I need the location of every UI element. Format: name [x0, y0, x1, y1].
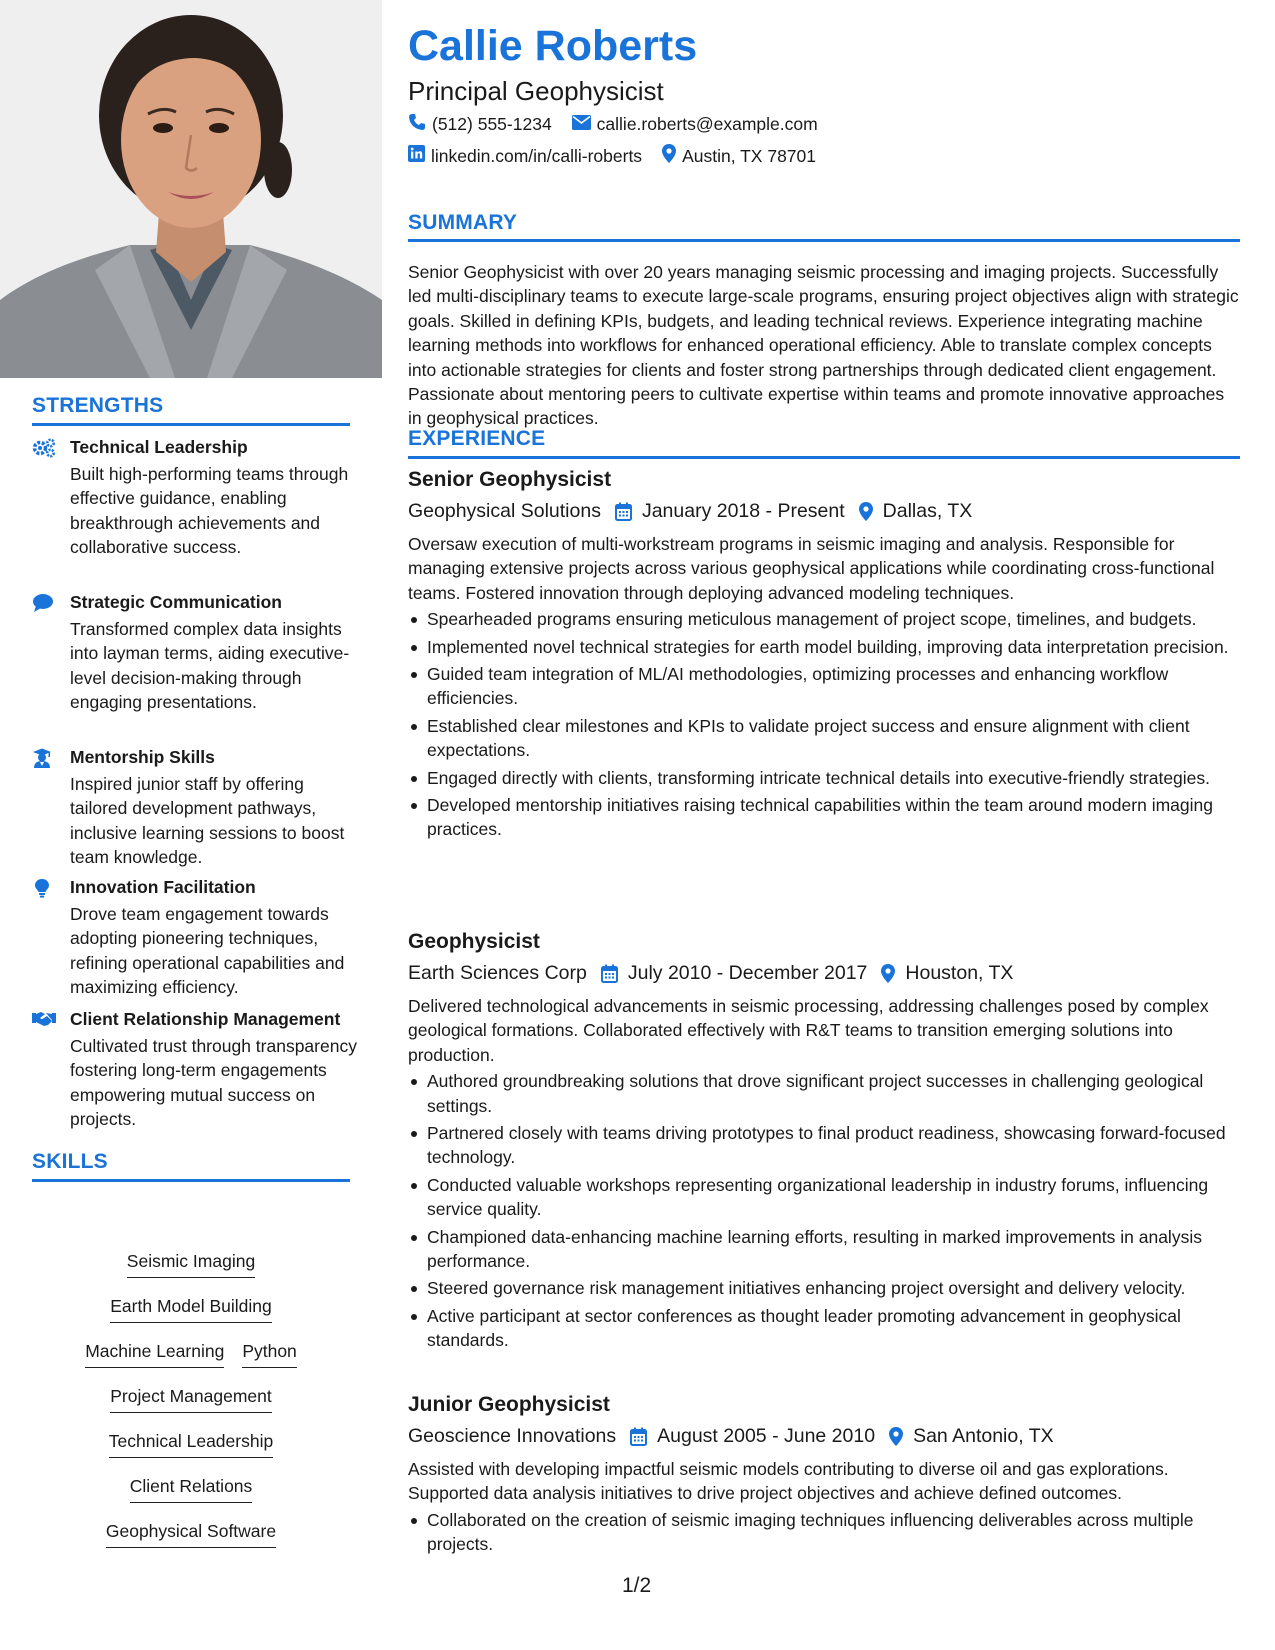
company-name: Earth Sciences Corp: [408, 962, 587, 984]
chat-bubble-icon: [32, 593, 56, 615]
strengths-heading: STRENGTHS: [32, 394, 164, 417]
job-meta: [408, 496, 1240, 526]
job-bullet: Championed data-enhancing machine learning efforts, resulting in marked improvements in analysis performance.: [408, 1225, 1240, 1274]
job-dates: August 2005 - June 2010: [657, 1425, 876, 1447]
job-bullet: Established clear milestones and KPIs to validate project success and ensure alignment with client expectations.: [408, 714, 1240, 763]
email-icon: [572, 114, 591, 135]
skills-heading: SKILLS: [32, 1150, 108, 1173]
skill-tag: Project Management: [110, 1385, 271, 1413]
page-number: 1/2: [622, 1574, 652, 1597]
candidate-title: Principal Geophysicist: [408, 76, 664, 106]
strength-name: Innovation Facilitation: [70, 877, 256, 897]
skill-tag: Earth Model Building: [110, 1295, 271, 1323]
job-bullets: [408, 1069, 1240, 1352]
job-title: Junior Geophysicist: [408, 1393, 610, 1416]
job-bullet: Collaborated on the creation of seismic imaging techniques influencing deliverables across multiple projects.: [408, 1508, 1240, 1557]
job-bullet: Implemented novel technical strategies for earth model building, improving data interpretation precision.: [408, 635, 1240, 659]
job-bullet: Engaged directly with clients, transforming intricate technical details into executive-friendly strategies.: [408, 766, 1240, 790]
phone-number[interactable]: (512) 555-1234: [432, 114, 552, 134]
company-name: Geophysical Solutions: [408, 500, 601, 522]
experience-heading: EXPERIENCE: [408, 427, 546, 450]
strength-description: Cultivated trust through transparency fostering long-term engagements empowering mutual success on projects.: [70, 1036, 357, 1129]
graduate-icon: [32, 748, 56, 770]
skill-tag: Geophysical Software: [106, 1520, 276, 1548]
strength-name: Client Relationship Management: [70, 1009, 341, 1029]
skill-tag: Machine Learning: [85, 1340, 224, 1368]
job-bullet: Authored groundbreaking solutions that drove significant project successes in challenging geological settings.: [408, 1069, 1240, 1118]
job-title: Geophysicist: [408, 930, 540, 953]
job-entry: [408, 466, 1240, 845]
contact-row: [408, 113, 818, 136]
job-meta: [408, 1421, 1240, 1451]
location-pin-icon: [881, 964, 895, 983]
strength-description: Built high-performing teams through effective guidance, enabling breakthrough achievements and collaborative success.: [70, 464, 349, 557]
summary-heading: SUMMARY: [408, 211, 518, 234]
job-location: Houston, TX: [905, 962, 1014, 984]
lightbulb-icon: [32, 878, 56, 900]
job-dates: July 2010 - December 2017: [627, 962, 868, 984]
summary-text: Senior Geophysicist with over 20 years managing seismic processing and imaging projects. Successfully led multi-disciplinary teams to execute large-scale programs, ensuring project objectives align with strategic goals. Skilled in defining KPIs, budgets, and leading technical reviews. Experience integrating machine learning methods into workflows for enhanced operational efficiency. Able to translate complex concepts into actionable strategies for clients and foster strong partnerships through dedicated client engagement. Passionate about mentoring peers to cultivate expertise within teams and promote innovative approaches in geophysical practices.: [408, 262, 1239, 429]
location-pin-icon: [662, 144, 676, 168]
job-bullets: [408, 1508, 1240, 1557]
calendar-icon: [615, 502, 632, 521]
job-bullet: Developed mentorship initiatives raising technical capabilities within the team around modern imaging practices.: [408, 793, 1240, 842]
job-bullet: Partnered closely with teams driving prototypes to final product readiness, showcasing forward-focused technology.: [408, 1121, 1240, 1170]
skill-tag: Seismic Imaging: [127, 1250, 255, 1278]
experience-divider: [408, 456, 1240, 459]
job-entry: [408, 1391, 1240, 1560]
job-dates: January 2018 - Present: [641, 500, 845, 522]
skills-list: [32, 1250, 350, 1565]
sidebar: [0, 0, 382, 1650]
email-link[interactable]: callie.roberts@example.com: [596, 114, 818, 134]
linkedin-link[interactable]: linkedin.com/in/calli-roberts: [431, 145, 643, 166]
job-bullet: Active participant at sector conferences as thought leader promoting advancement in geophysical standards.: [408, 1304, 1240, 1353]
phone-icon: [408, 113, 426, 136]
main-content: [408, 0, 1240, 1650]
job-title: Senior Geophysicist: [408, 468, 612, 491]
strength-name: Mentorship Skills: [70, 747, 215, 767]
job-bullet: Steered governance risk management initiatives enhancing project oversight and delivery velocity.: [408, 1276, 1240, 1300]
job-description: Oversaw execution of multi-workstream programs in seismic imaging and analysis. Responsible for managing extensive projects across various geophysical applications while coordinating cross-functional teams. Fostered innovation through deploying advanced modeling techniques.: [408, 534, 1215, 603]
strength-name: Strategic Communication: [70, 592, 282, 612]
strength-description: Drove team engagement towards adopting pioneering techniques, refining operational capabilities and maximizing efficiency.: [70, 904, 345, 997]
skill-tag: Python: [242, 1340, 296, 1368]
contact-row: [408, 144, 816, 168]
gears-icon: [32, 438, 56, 460]
location-pin-icon: [859, 502, 873, 521]
job-bullet: Guided team integration of ML/AI methodologies, optimizing processes and enhancing workflow efficiencies.: [408, 662, 1240, 711]
strengths-divider: [32, 423, 350, 426]
job-entry: [408, 928, 1240, 1356]
handshake-icon: [32, 1010, 56, 1032]
strength-description: Inspired junior staff by offering tailored development pathways, inclusive learning sessions to boost team knowledge.: [70, 774, 345, 867]
job-meta: [408, 958, 1240, 988]
strength-description: Transformed complex data insights into layman terms, aiding executive-level decision-making through engaging presentations.: [70, 619, 350, 712]
job-location: San Antonio, TX: [913, 1425, 1054, 1447]
profile-photo: [0, 0, 382, 378]
strength-name: Technical Leadership: [70, 437, 248, 457]
skill-tag: Client Relations: [130, 1475, 253, 1503]
job-location: Dallas, TX: [882, 500, 973, 522]
skills-divider: [32, 1179, 350, 1182]
job-description: Delivered technological advancements in seismic processing, addressing challenges posed by complex geological formations. Collaborated effectively with R&T teams to transition emerging solutions into production.: [408, 996, 1209, 1065]
job-bullet: Spearheaded programs ensuring meticulous management of project scope, timelines, and budgets.: [408, 607, 1240, 631]
location-text: Austin, TX 78701: [682, 145, 816, 166]
location-pin-icon: [889, 1427, 903, 1446]
job-bullets: [408, 607, 1240, 842]
summary-divider: [408, 239, 1240, 242]
candidate-name: Callie Roberts: [408, 22, 698, 70]
skill-tag: Technical Leadership: [109, 1430, 273, 1458]
calendar-icon: [601, 964, 618, 983]
company-name: Geoscience Innovations: [408, 1425, 617, 1447]
linkedin-icon: [408, 145, 425, 167]
calendar-icon: [630, 1427, 647, 1446]
job-bullet: Conducted valuable workshops representing organizational leadership in industry forums, influencing service quality.: [408, 1173, 1240, 1222]
job-description: Assisted with developing impactful seismic models contributing to diverse oil and gas explorations. Supported data analysis initiatives to drive project objectives and achieve defined outcomes.: [408, 1459, 1169, 1504]
